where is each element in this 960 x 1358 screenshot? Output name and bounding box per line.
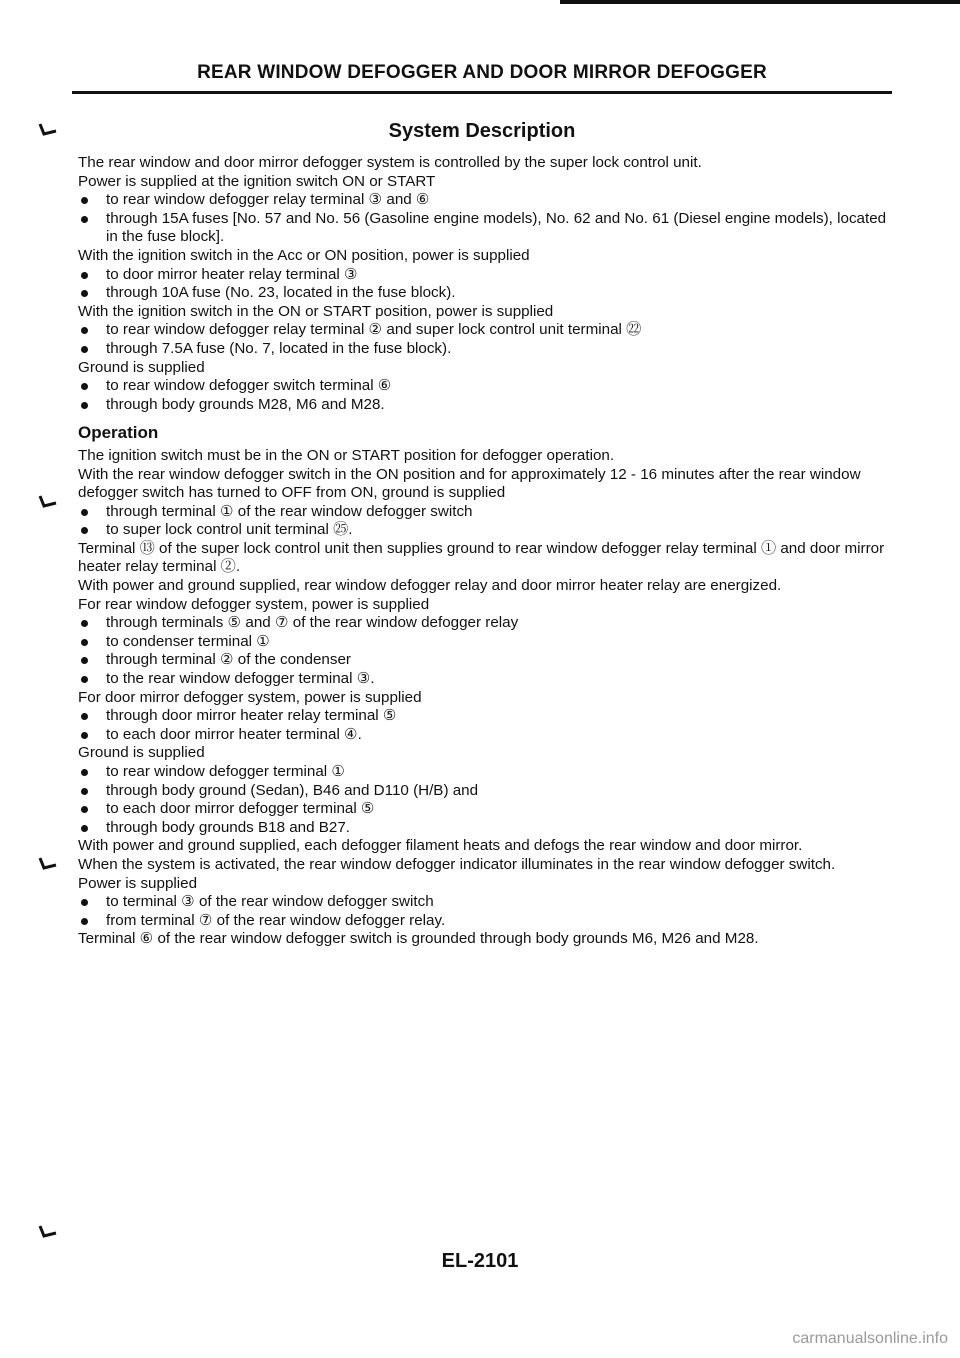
operation-title: Operation — [78, 423, 159, 443]
system-description-title: System Description — [388, 120, 576, 142]
bullet-item: through 15A fuses [No. 57 and No. 56 (Gasoline engine models), No. 62 and No. 61 (Diesel engine models), located in the fuse block]. — [78, 210, 896, 247]
bullet-item: from terminal ⑦ of the rear window defogger relay. — [78, 912, 896, 931]
paragraph-line: Ground is supplied — [78, 744, 205, 762]
bullet-item: to each door mirror heater terminal ④. — [78, 726, 896, 745]
bullet-item: to the rear window defogger terminal ③. — [78, 670, 896, 689]
bullet-item: to super lock control unit terminal ㉕. — [78, 521, 896, 540]
bullet-item: through 10A fuse (No. 23, located in the fuse block). — [78, 284, 896, 303]
revision-mark-icon — [38, 494, 58, 508]
bullet-item: through body ground (Sedan), B46 and D110 (H/B) and — [78, 782, 896, 801]
bullet-item: through terminal ① of the rear window defogger switch — [78, 503, 896, 522]
paragraph-line: With the ignition switch in the Acc or ON position, power is supplied — [78, 246, 530, 264]
watermark: carmanualsonline.info — [792, 1330, 948, 1347]
paragraph-line: With the ignition switch in the ON or START position, power is supplied — [78, 302, 554, 320]
paragraph-line: With power and ground supplied, rear window defogger relay and door mirror heater relay are energized. — [78, 577, 782, 595]
revision-mark-icon — [38, 1224, 58, 1238]
bullet-item: through door mirror heater relay terminal ⑤ — [78, 707, 896, 726]
bullet-item: to rear window defogger relay terminal ② and super lock control unit terminal ㉒ — [78, 321, 896, 340]
top-edge-bar — [560, 0, 960, 4]
operation-body — [78, 447, 896, 949]
bullet-item: to condenser terminal ① — [78, 633, 896, 652]
paragraph-line: For rear window defogger system, power is supplied — [78, 595, 430, 613]
paragraph-line: Power is supplied at the ignition switch ON or START — [78, 172, 436, 190]
bullet-item: through terminal ② of the condenser — [78, 651, 896, 670]
paragraph-line: Terminal ⑥ of the rear window defogger switch is grounded through body grounds M6, M26 and M28. — [78, 930, 759, 948]
page-content — [78, 154, 896, 949]
bullet-item: to each door mirror defogger terminal ⑤ — [78, 800, 896, 819]
paragraph-line: For door mirror defogger system, power is supplied — [78, 688, 422, 706]
bullet-item: through body grounds M28, M6 and M28. — [78, 396, 896, 415]
system-description-body — [78, 154, 896, 414]
bullet-item: to rear window defogger relay terminal ③ and ⑥ — [78, 191, 896, 210]
page-number: EL-2101 — [441, 1250, 519, 1272]
header-rule — [72, 91, 892, 94]
bullet-item: to terminal ③ of the rear window defogger switch — [78, 893, 896, 912]
paragraph-line: With power and ground supplied, each defogger filament heats and defogs the rear window and door mirror. — [78, 837, 803, 855]
paragraph-line: The rear window and door mirror defogger system is controlled by the super lock control unit. — [78, 154, 702, 171]
paragraph-line: The ignition switch must be in the ON or START position for defogger operation. — [78, 446, 615, 464]
bullet-item: through 7.5A fuse (No. 7, located in the fuse block). — [78, 340, 896, 359]
bullet-item: through body grounds B18 and B27. — [78, 819, 896, 838]
paragraph-line: When the system is activated, the rear window defogger indicator illuminates in the rear window defogger switch. — [78, 855, 836, 873]
revision-mark-icon — [38, 856, 58, 870]
bullet-item: to rear window defogger switch terminal ⑥ — [78, 377, 896, 396]
page-header-title: REAR WINDOW DEFOGGER AND DOOR MIRROR DEFOGGER — [197, 62, 767, 83]
bullet-item: to rear window defogger terminal ① — [78, 763, 896, 782]
paragraph-line: Power is supplied — [78, 874, 198, 892]
paragraph-line: With the rear window defogger switch in the ON position and for approximately 12 - 16 minutes after the rear window defogger switch has turned to OFF from ON, ground is supplied — [78, 465, 861, 502]
paragraph-line: Terminal ⑬ of the super lock control unit then supplies ground to rear window defogger relay terminal ① and door mirror heater relay terminal ②. — [78, 539, 885, 576]
bullet-item: through terminals ⑤ and ⑦ of the rear window defogger relay — [78, 614, 896, 633]
paragraph-line: Ground is supplied — [78, 358, 205, 376]
revision-mark-icon — [38, 122, 58, 136]
bullet-item: to door mirror heater relay terminal ③ — [78, 266, 896, 285]
